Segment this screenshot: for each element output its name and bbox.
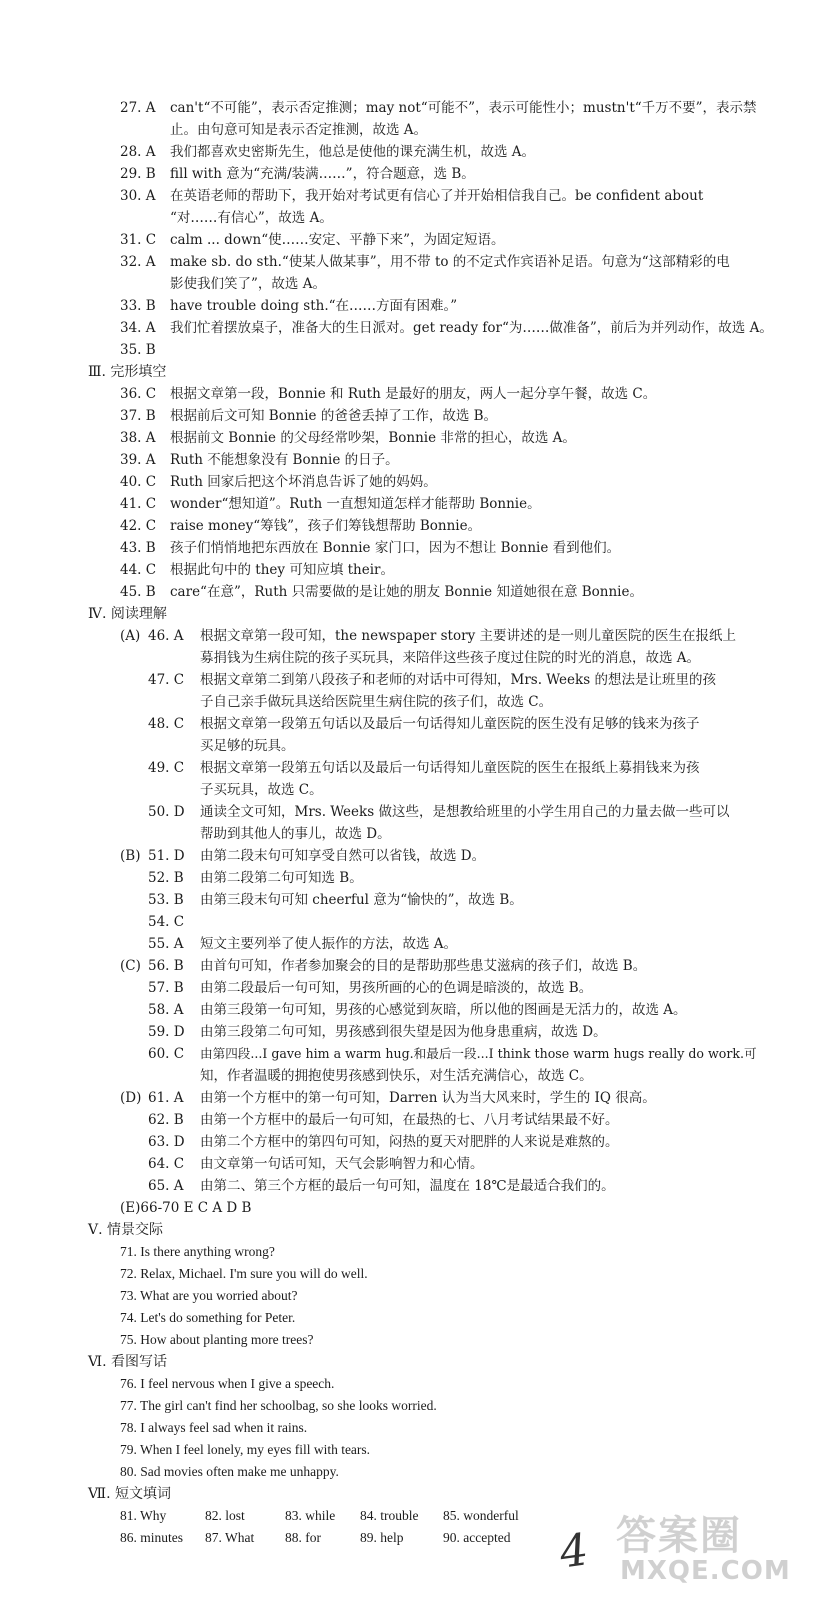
answer-61-explanation: 由第一个方框中的第一句可知，Darren 认为当大风来时，学生的 IQ 很高。 xyxy=(200,1090,656,1106)
answer-44-explanation: 根据此句中的 they 可知应填 their。 xyxy=(170,562,394,578)
answer-84: 84. trouble xyxy=(360,1508,419,1523)
answer-51-number: 51. D xyxy=(148,848,185,864)
answer-65-explanation: 由第二、第三个方框的最后一句可知，温度在 18℃是最适合我们的。 xyxy=(200,1178,615,1194)
answer-78: 78. I always feel sad when it rains. xyxy=(120,1420,308,1435)
answer-37-number: 37. B xyxy=(120,408,156,424)
answer-64-explanation: 由文章第一句话可知，天气会影响智力和心情。 xyxy=(200,1156,484,1172)
answer-88: 88. for xyxy=(285,1530,321,1545)
answer-61-number: 61. A xyxy=(148,1090,184,1106)
answer-50-number: 50. D xyxy=(148,804,185,820)
answer-32-number: 32. A xyxy=(120,254,156,270)
answer-73: 73. What are you worried about? xyxy=(120,1288,298,1303)
answer-60-explanation: 由第四段...I gave him a warm hug.和最后一段...I think those warm hugs really do work.可 xyxy=(200,1046,757,1061)
answer-55-number: 55. A xyxy=(148,936,184,952)
answer-58-number: 58. A xyxy=(148,1002,184,1018)
answer-81: 81. Why xyxy=(120,1508,167,1523)
answer-40-number: 40. C xyxy=(120,474,157,490)
answer-57-explanation: 由第二段最后一句可知，男孩所画的心的色调是暗淡的，故选 B。 xyxy=(200,980,593,996)
answer-48-number: 48. C xyxy=(148,716,185,732)
group-e-answers: (E)66-70 E C A D B xyxy=(120,1200,252,1216)
answer-77: 77. The girl can't find her schoolbag, so she looks worried. xyxy=(120,1398,437,1413)
answer-41-explanation: wonder“想知道”。Ruth 一直想知道怎样才能帮助 Bonnie。 xyxy=(170,496,541,512)
answer-40-explanation: Ruth 回家后把这个坏消息告诉了她的妈妈。 xyxy=(170,474,437,490)
answer-63-explanation: 由第二个方框中的第四句可知，闷热的夏天对肥胖的人来说是难熬的。 xyxy=(200,1134,619,1150)
answer-42-number: 42. C xyxy=(120,518,157,534)
watermark-logo xyxy=(616,1500,806,1592)
answer-59-number: 59. D xyxy=(148,1024,185,1040)
answer-43-explanation: 孩子们悄悄地把东西放在 Bonnie 家门口，因为不想让 Bonnie 看到他们。 xyxy=(170,540,621,556)
answer-50-explanation: 通读全文可知，Mrs. Weeks 做这些，是想教给班里的小学生用自己的力量去做一些可以 xyxy=(200,804,730,820)
answer-64-number: 64. C xyxy=(148,1156,185,1172)
answer-39-number: 39. A xyxy=(120,452,156,468)
answer-51-explanation: 由第二段末句可知享受自然可以省钱，故选 D。 xyxy=(200,848,486,864)
answer-83: 83. while xyxy=(285,1508,336,1523)
answer-46-number: 46. A xyxy=(148,628,184,644)
answer-76: 76. I feel nervous when I give a speech. xyxy=(120,1376,335,1391)
answer-89: 89. help xyxy=(360,1530,404,1545)
answer-30-explanation: 在英语老师的帮助下，我开始对考试更有信心了并开始相信我自己。be confident about xyxy=(170,188,704,204)
answer-52-explanation: 由第二段第二句可知选 B。 xyxy=(200,870,363,886)
answer-33-number: 33. B xyxy=(120,298,156,314)
answer-45-explanation: care“在意”，Ruth 只需要做的是让她的朋友 Bonnie 知道她很在意 Bonnie。 xyxy=(170,584,643,600)
answer-44-number: 44. C xyxy=(120,562,157,578)
watermark-text: 答案圈 xyxy=(616,1513,742,1559)
answer-29-number: 29. B xyxy=(120,166,156,182)
section-3-heading: Ⅲ. 完形填空 xyxy=(88,364,167,380)
answer-56-explanation: 由首句可知，作者参加聚会的目的是帮助那些患艾滋病的孩子们，故选 B。 xyxy=(200,958,647,974)
answer-28-number: 28. A xyxy=(120,144,156,160)
group-b-label: (B) xyxy=(120,848,141,864)
answer-30-explanation-cont: “对……有信心”，故选 A。 xyxy=(170,210,333,226)
group-c-label: (C) xyxy=(120,958,141,974)
answer-71: 71. Is there anything wrong? xyxy=(120,1244,275,1259)
answer-31-explanation: calm ... down“使……安定、平静下来”，为固定短语。 xyxy=(170,232,505,248)
answer-65-number: 65. A xyxy=(148,1178,184,1194)
answer-55-explanation: 短文主要列举了使人振作的方法，故选 A。 xyxy=(200,936,458,952)
answer-45-number: 45. B xyxy=(120,584,156,600)
section-6-heading: Ⅵ. 看图写话 xyxy=(88,1354,167,1370)
group-a-label: (A) xyxy=(120,628,141,644)
section-7-heading: Ⅶ. 短文填词 xyxy=(88,1486,171,1502)
answer-50-explanation-cont: 帮助到其他人的事儿，故选 D。 xyxy=(200,826,391,842)
answer-79: 79. When I feel lonely, my eyes fill with tears. xyxy=(120,1442,371,1457)
answer-29-explanation: fill with 意为“充满/装满……”，符合题意，选 B。 xyxy=(170,166,475,182)
answer-28-explanation: 我们都喜欢史密斯先生，他总是使他的课充满生机，故选 A。 xyxy=(170,144,536,160)
answer-27-number: 27. A xyxy=(120,100,156,116)
answer-57-number: 57. B xyxy=(148,980,184,996)
answer-49-explanation-cont: 子买玩具，故选 C。 xyxy=(200,782,323,798)
answer-53-explanation: 由第三段末句可知 cheerful 意为“愉快的”，故选 B。 xyxy=(200,892,523,908)
answer-32-explanation-cont: 影使我们笑了”，故选 A。 xyxy=(170,276,326,292)
answer-46-explanation: 根据文章第一段可知，the newspaper story 主要讲述的是一则儿童医院的医生在报纸上 xyxy=(200,628,736,644)
answer-86: 86. minutes xyxy=(120,1530,183,1545)
answer-72: 72. Relax, Michael. I'm sure you will do well. xyxy=(120,1266,368,1281)
section-4-heading: Ⅳ. 阅读理解 xyxy=(88,606,167,622)
answer-38-explanation: 根据前文 Bonnie 的父母经常吵架，Bonnie 非常的担心，故选 A。 xyxy=(170,430,576,446)
answer-62-explanation: 由第一个方框中的最后一句可知，在最热的七、八月考试结果最不好。 xyxy=(200,1112,619,1128)
answer-34-explanation: 我们忙着摆放桌子，准备大的生日派对。get ready for“为……做准备”，前后为并列动作，故选 A。 xyxy=(170,320,773,336)
answer-35-number: 35. B xyxy=(120,342,156,358)
answer-60-number: 60. C xyxy=(148,1046,185,1062)
answer-47-number: 47. C xyxy=(148,672,185,688)
answer-47-explanation: 根据文章第二到第八段孩子和老师的对话中可得知，Mrs. Weeks 的想法是让班里的孩 xyxy=(200,672,716,688)
answer-74: 74. Let's do something for Peter. xyxy=(120,1310,296,1325)
answer-38-number: 38. A xyxy=(120,430,156,446)
answer-58-explanation: 由第三段第一句可知，男孩的心感觉到灰暗，所以他的图画是无活力的，故选 A。 xyxy=(200,1002,687,1018)
answer-53-number: 53. B xyxy=(148,892,184,908)
group-d-label: (D) xyxy=(120,1090,142,1106)
answer-46-explanation-cont: 募捐钱为生病住院的孩子买玩具，来陪伴这些孩子度过住院的时光的消息，故选 A。 xyxy=(200,650,701,666)
answer-48-explanation: 根据文章第一段第五句话以及最后一句话得知儿童医院的医生没有足够的钱来为孩子 xyxy=(200,716,700,732)
answer-39-explanation: Ruth 不能想象没有 Bonnie 的日子。 xyxy=(170,452,399,468)
answer-59-explanation: 由第三段第二句可知，男孩感到很失望是因为他身患重病，故选 D。 xyxy=(200,1024,607,1040)
answer-49-explanation: 根据文章第一段第五句话以及最后一句话得知儿童医院的医生在报纸上募捐钱来为孩 xyxy=(200,760,700,776)
answer-56-number: 56. B xyxy=(148,958,184,974)
answer-87: 87. What xyxy=(205,1530,255,1545)
answer-62-number: 62. B xyxy=(148,1112,184,1128)
answer-41-number: 41. C xyxy=(120,496,157,512)
answer-43-number: 43. B xyxy=(120,540,156,556)
answer-54-number: 54. C xyxy=(148,914,185,930)
answer-30-number: 30. A xyxy=(120,188,156,204)
answer-82: 82. lost xyxy=(205,1508,245,1523)
section-5-heading: Ⅴ. 情景交际 xyxy=(88,1222,164,1238)
answer-36-explanation: 根据文章第一段，Bonnie 和 Ruth 是最好的朋友，两人一起分享午餐，故选 C。 xyxy=(170,386,657,402)
answer-63-number: 63. D xyxy=(148,1134,185,1150)
answer-32-explanation: make sb. do sth.“使某人做某事”，用不带 to 的不定式作宾语补足语。句意为“这部精彩的电 xyxy=(170,254,730,270)
answer-33-explanation: have trouble doing sth.“在……方面有困难。” xyxy=(170,298,458,314)
answer-31-number: 31. C xyxy=(120,232,157,248)
answer-47-explanation-cont: 子自己亲手做玩具送给医院里生病住院的孩子们，故选 C。 xyxy=(200,694,553,710)
answer-60-explanation-cont: 知，作者温暖的拥抱使男孩感到快乐，对生活充满信心，故选 C。 xyxy=(200,1068,593,1084)
answer-42-explanation: raise money“筹钱”，孩子们筹钱想帮助 Bonnie。 xyxy=(170,518,482,534)
answer-52-number: 52. B xyxy=(148,870,184,886)
answer-34-number: 34. A xyxy=(120,320,156,336)
handwritten-page-mark: 4 xyxy=(556,1524,592,1579)
answer-27-explanation-cont: 止。由句意可知是表示否定推测，故选 A。 xyxy=(170,122,428,138)
answer-80: 80. Sad movies often make me unhappy. xyxy=(120,1464,339,1479)
answer-37-explanation: 根据前后文可知 Bonnie 的爸爸丢掉了工作，故选 B。 xyxy=(170,408,498,424)
answer-90: 90. accepted xyxy=(443,1530,511,1545)
answer-49-number: 49. C xyxy=(148,760,185,776)
answer-75: 75. How about planting more trees? xyxy=(120,1332,314,1347)
answer-27-explanation: can't“不可能”，表示否定推测；may not“可能不”，表示可能性小；mustn't“千万不要”，表示禁 xyxy=(170,100,757,116)
answer-36-number: 36. C xyxy=(120,386,157,402)
watermark-url: MXQE.COM xyxy=(620,1556,791,1586)
answer-85: 85. wonderful xyxy=(443,1508,519,1523)
answer-48-explanation-cont: 买足够的玩具。 xyxy=(200,738,295,754)
